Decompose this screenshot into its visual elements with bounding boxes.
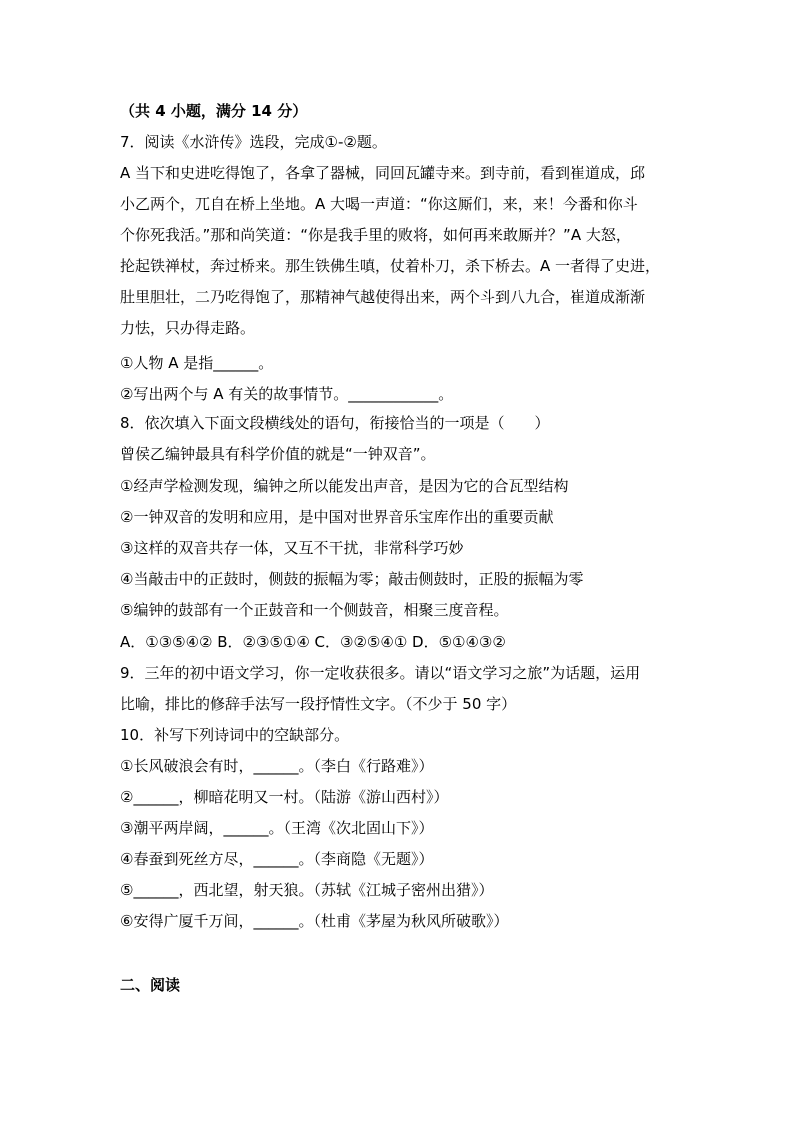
question-9-line: 9．三年的初中语文学习，你一定收获很多。请以“语文学习之旅”为话题，运用 [120,664,641,682]
q8-item: ④当敲击中的正鼓时，侧鼓的振幅为零；敲击侧鼓时，正股的振幅为零 [120,570,584,588]
q10-item: ⑤______，西北望，射天狼。（苏轼《江城子密州出猎》） [120,881,494,899]
passage-line: 力怯，只办得走路。 [120,319,256,337]
passage-line: A 当下和史进吃得饱了，各拿了器械，同回瓦罐寺来。到寺前，看到崔道成，邱 [120,164,646,182]
q7-sub-1: ①人物 A 是指______。 [120,354,274,372]
question-10-title: 10．补写下列诗词中的空缺部分。 [120,726,350,744]
q10-item: ②______，柳暗花明又一村。（陆游《游山西村》） [120,788,449,806]
q10-item: ④春蚕到死丝方尽，______。（李商隐《无题》） [120,850,434,868]
passage-line: 抡起铁禅杖，奔过桥来。那生铁佛生嗔，仗着朴刀，杀下桥去。A 一者得了史进， [120,257,661,275]
q10-item: ⑥安得广厦千万间，______。（杜甫《茅屋为秋风所破歌》） [120,912,509,930]
question-9-line: 比喻，排比的修辞手法写一段抒情性文字。（不少于 50 字） [120,695,517,713]
q8-item: ①经声学检测发现，编钟之所以能发出声音，是因为它的合瓦型结构 [120,477,569,495]
q7-sub-2: ②写出两个与 A 有关的故事情节。____________。 [120,385,454,403]
passage-line: 个你死我活。”那和尚笑道：“你是我手里的败将，如何再来敢厮并？”A 大怒， [120,226,631,244]
q8-item: ⑤编钟的鼓部有一个正鼓音和一个侧鼓音，相聚三度音程。 [120,601,509,619]
q8-intro: 曾侯乙编钟最具有科学价值的就是“一钟双音”。 [120,445,436,463]
q10-item: ①长风破浪会有时，______。（李白《行路难》） [120,757,434,775]
question-8-title: 8．依次填入下面文段横线处的语句，衔接恰当的一项是（ ） [120,414,550,432]
passage-line: 小乙两个，兀自在桥上坐地。A 大喝一声道：“你这厮们，来，来！今番和你斗 [120,195,638,213]
section-2-heading: 二、阅读 [120,976,181,994]
q8-item: ②一钟双音的发明和应用，是中国对世界音乐宝库作出的重要贡献 [120,508,554,526]
q10-item: ③潮平两岸阔，______。（王湾《次北固山下》） [120,819,434,837]
passage-line: 肚里胆壮，二乃吃得饱了，那精神气越使得出来，两个斗到八九合，崔道成渐渐 [120,288,646,306]
q8-item: ③这样的双音共存一体，又互不干扰，非常科学巧妙 [120,539,464,557]
q8-options: A．①③⑤④② B．②③⑤①④ C．③②⑤④① D．⑤①④③② [120,633,506,651]
section-header: （共 4 小题，满分 14 分） [120,102,308,120]
question-7-title: 7．阅读《水浒传》选段，完成①-②题。 [120,133,387,151]
